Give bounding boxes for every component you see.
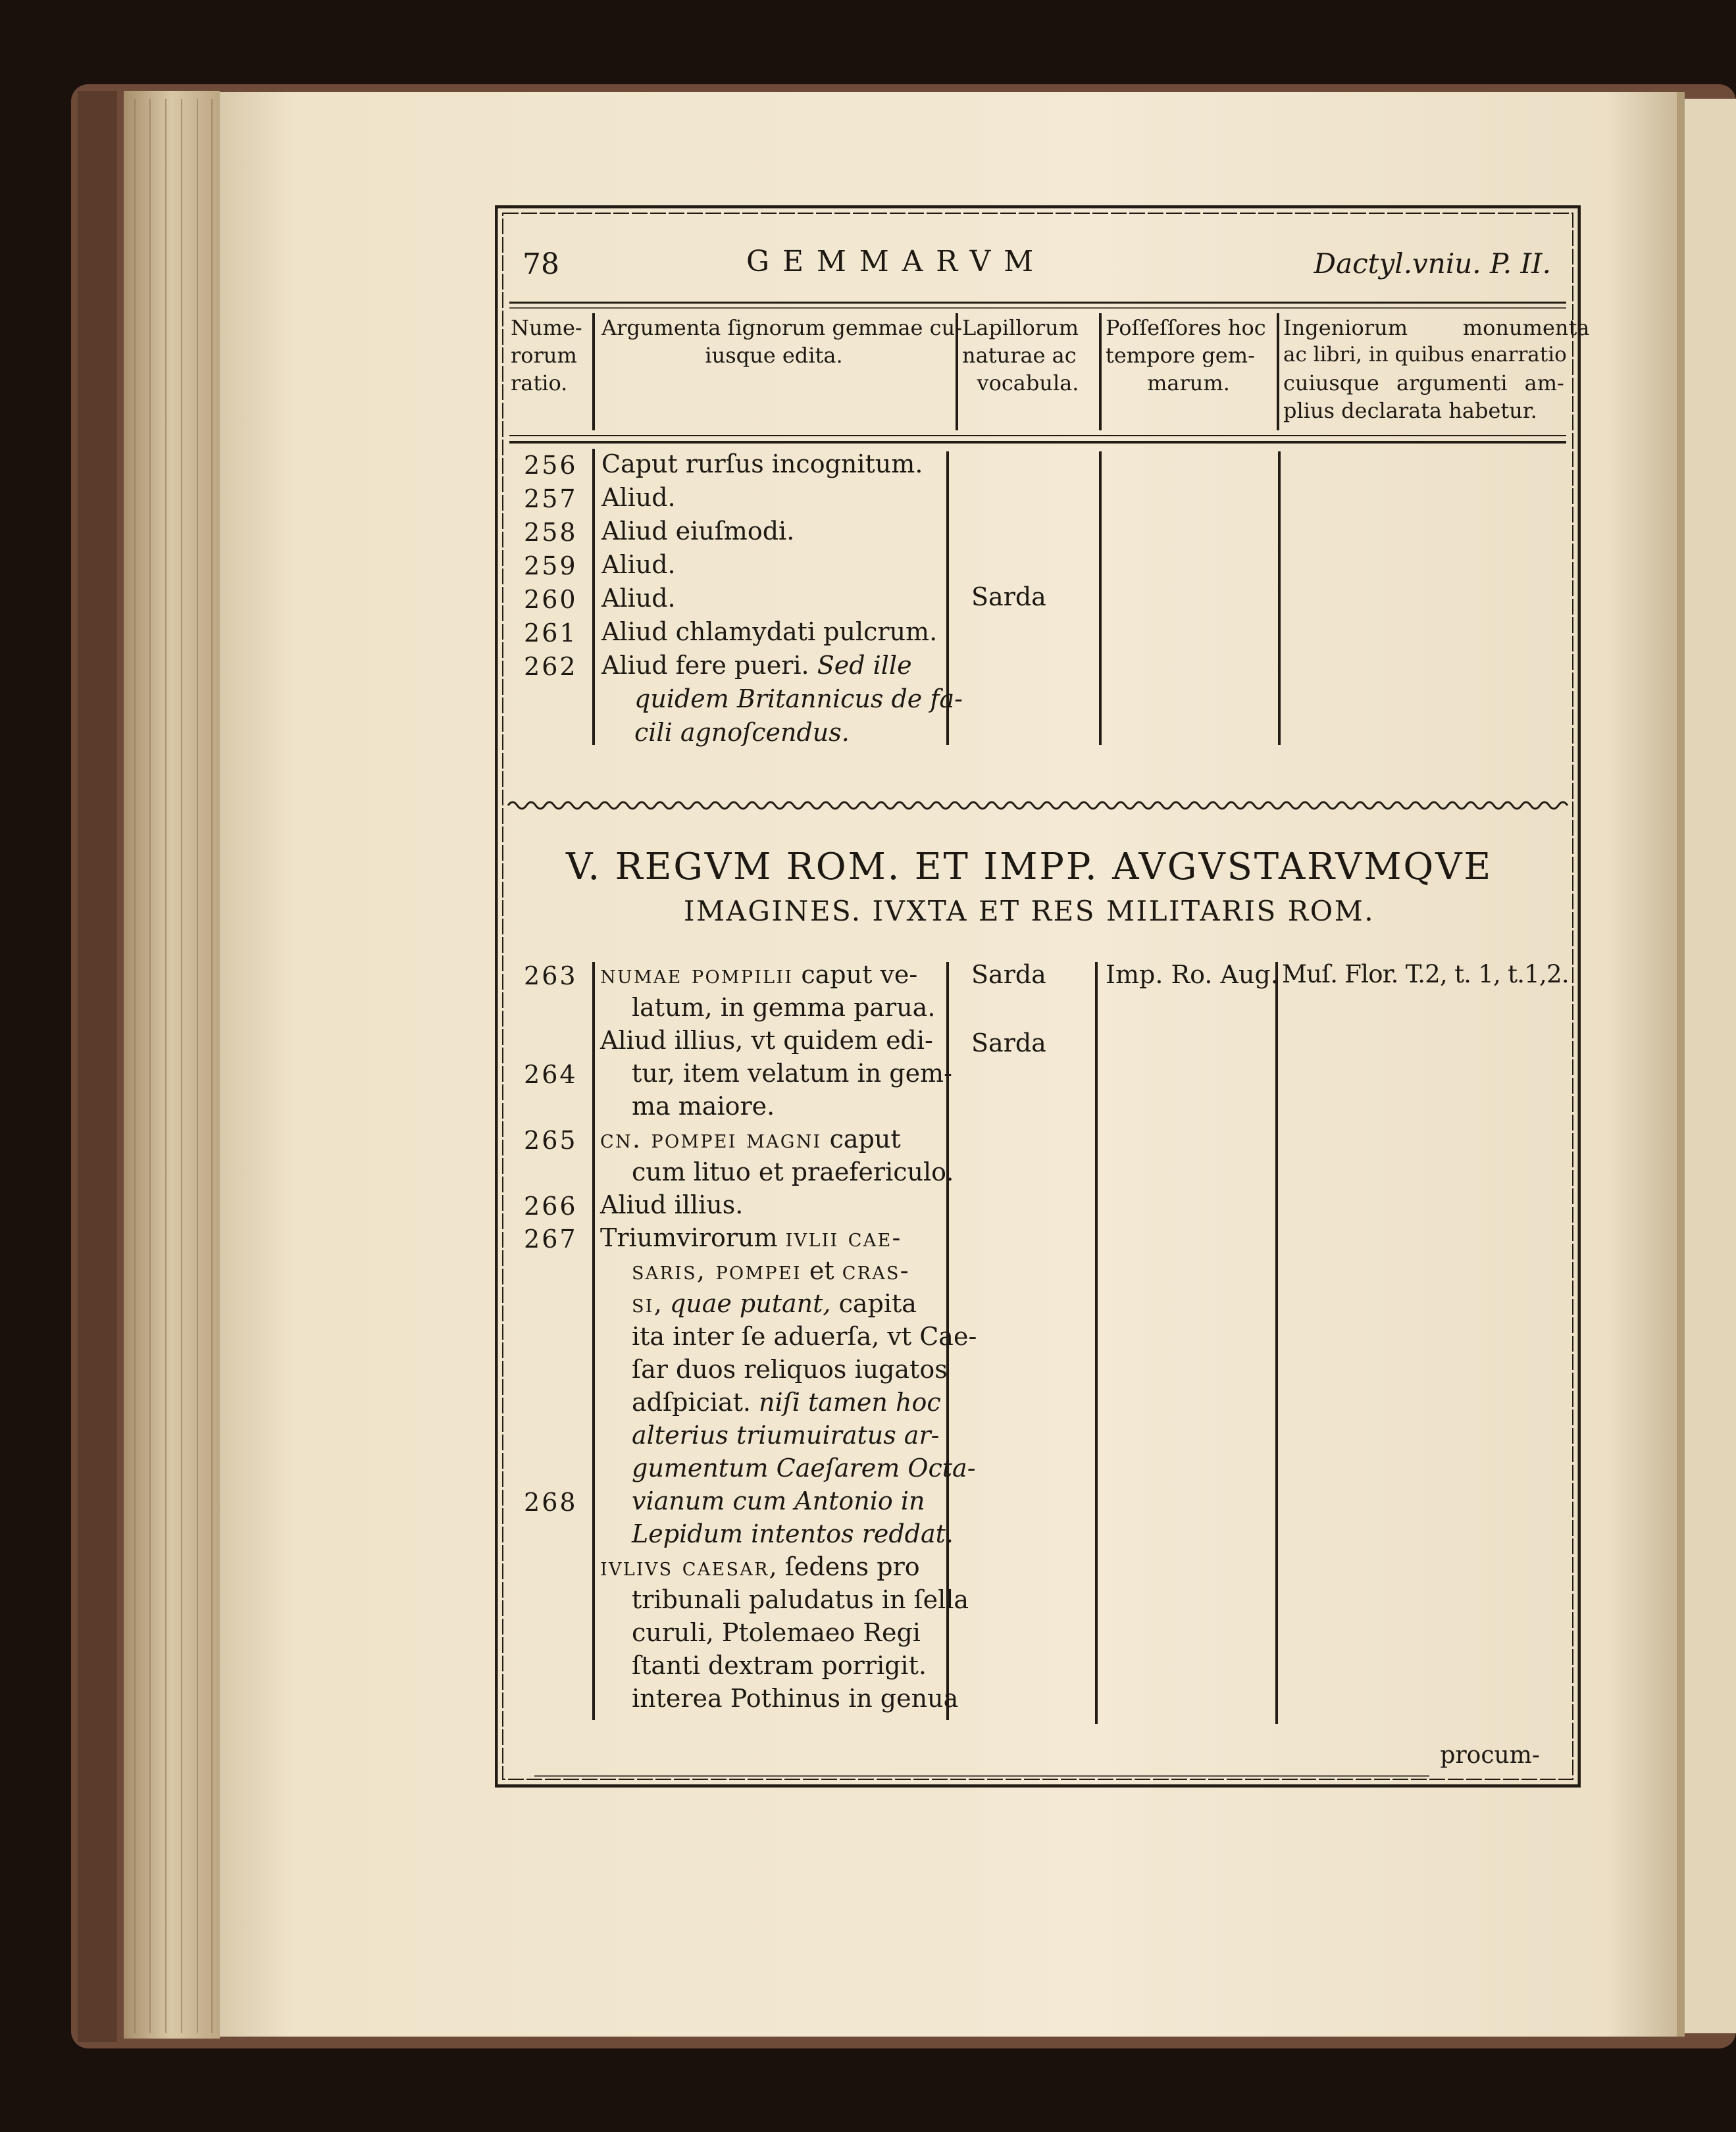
- header-rule-4: [1277, 313, 1279, 430]
- entry-text: capita: [830, 1289, 917, 1318]
- column-header-line: Lapillorum: [962, 315, 1079, 340]
- entry-number: 268: [524, 1488, 578, 1517]
- entry-text: latum, in gemma parua.: [632, 993, 936, 1022]
- entry-text: Aliud fere pueri.: [601, 651, 817, 680]
- entry-line: [632, 1521, 954, 1546]
- section2-rule-1: [592, 962, 595, 1720]
- entry-line: [600, 1028, 933, 1053]
- entry-text: cili agnoſcendus.: [634, 718, 850, 747]
- entry-text: Triumvirorum: [600, 1223, 786, 1252]
- entry-line: [601, 485, 676, 510]
- entry-text: Caput rurſus incognitum.: [601, 449, 923, 478]
- entry-line: [632, 1686, 958, 1711]
- entry-line: [600, 1554, 920, 1579]
- section1-rule-3: [1099, 451, 1102, 745]
- section1-rule-1: [592, 449, 595, 745]
- header-rule-1: [592, 313, 595, 430]
- column-header-line: ratio.: [511, 370, 568, 395]
- entry-line: [632, 995, 935, 1020]
- catchword: procum-: [1440, 1742, 1540, 1769]
- entry-line: [601, 653, 912, 678]
- column-header-line: rorum: [511, 343, 577, 368]
- entry-text: curuli, Ptolemaeo Regi: [632, 1618, 921, 1647]
- entry-text: quae putant,: [669, 1289, 831, 1318]
- section2-rule-4: [1275, 962, 1278, 1724]
- column-header-line: Argumenta ſignorum gemmae cu-: [601, 315, 962, 340]
- wavy-divider: [508, 802, 1568, 809]
- entry-text: Aliud chlamydati pulcrum.: [601, 617, 938, 646]
- entry-line: [632, 1061, 952, 1086]
- section1-stone: Sarda: [971, 582, 1046, 611]
- entry-text: gumentum Caeſarem Octa-: [632, 1454, 976, 1483]
- section-title-line1: V. REGVM ROM. ET IMPP. AVGVSTARVMQVE: [565, 846, 1493, 888]
- entry-text: tur, item velatum in gem-: [632, 1059, 952, 1088]
- entry-text: numae pompilii: [600, 960, 794, 989]
- entry-text: saris, pompei: [632, 1256, 802, 1285]
- entry-line: [632, 1390, 941, 1415]
- entry-text: si: [632, 1289, 654, 1318]
- entry-text: , ſedens pro: [769, 1552, 920, 1581]
- entry-number: 256: [524, 451, 578, 480]
- entry-line: [632, 1620, 921, 1645]
- entry-text: tribunali paludatus in ſella: [632, 1585, 969, 1614]
- entry-text: Aliud illius.: [600, 1190, 744, 1219]
- section2-stone-264: Sarda: [971, 1028, 1046, 1057]
- entry-text: caput: [821, 1125, 901, 1154]
- entry-line: [632, 1587, 969, 1612]
- entry-text: adſpiciat.: [632, 1388, 759, 1417]
- entry-text: Aliud.: [601, 483, 676, 512]
- entry-text: niſi tamen hoc: [759, 1388, 941, 1417]
- entry-text: et: [801, 1256, 842, 1285]
- entry-text: Aliud illius, vt quidem edi-: [600, 1026, 933, 1055]
- section2-reference: Muſ. Flor. T.2, t. 1, t.1,2.: [1282, 960, 1569, 988]
- entry-text: ma maiore.: [632, 1092, 775, 1121]
- printed-page: [495, 205, 1590, 1788]
- entry-number: 257: [524, 484, 578, 513]
- entry-text: ,: [653, 1289, 670, 1318]
- entry-text: Aliud.: [601, 584, 676, 613]
- header-rule-3: [1099, 313, 1102, 430]
- column-header-line: marum.: [1147, 370, 1230, 395]
- section2-stone-263: Sarda: [971, 960, 1046, 989]
- column-header-line: Poſſeſſores hoc: [1106, 315, 1266, 340]
- section2-possessor: Imp. Ro. Aug.: [1106, 960, 1279, 989]
- entry-text: quidem Britannicus de fa-: [634, 684, 963, 713]
- entry-number: 260: [524, 585, 578, 614]
- column-header-line: iusque edita.: [705, 343, 843, 368]
- entry-line: [632, 1653, 927, 1678]
- facing-page: [1682, 99, 1736, 2033]
- page-edges: [124, 91, 220, 2039]
- entry-line: [600, 1127, 901, 1152]
- column-header-line: plius declarata habetur.: [1283, 398, 1537, 423]
- column-header-line: Ingeniorum monumenta: [1283, 315, 1590, 340]
- section-title-line2: IMAGINES. IVXTA ET RES MILITARIS ROM.: [683, 895, 1375, 927]
- entry-text: alterius triumuiratus ar-: [632, 1421, 940, 1450]
- entry-line: [634, 686, 963, 711]
- entry-line: [600, 1225, 902, 1250]
- entry-text: caput ve-: [793, 960, 918, 989]
- entry-line: [601, 552, 676, 577]
- entry-line: [632, 1094, 775, 1119]
- entry-number: 265: [524, 1126, 578, 1155]
- entry-number: 261: [524, 619, 578, 647]
- entry-text: Aliud.: [601, 550, 676, 579]
- running-head-right: Dactyl.vniu. P. II.: [1314, 247, 1551, 280]
- entry-text: Lepidum intentos reddat.: [632, 1519, 954, 1548]
- entry-line: [601, 519, 794, 544]
- entry-text: cn. pompei magni: [600, 1125, 822, 1154]
- column-header-line: ac libri, in quibus enarratio: [1283, 343, 1567, 367]
- entry-line: [601, 619, 937, 644]
- entry-number: 267: [524, 1225, 578, 1254]
- entry-line: [632, 1357, 948, 1382]
- entry-line: [632, 1456, 976, 1481]
- entry-line: [600, 1192, 743, 1217]
- entry-number: 262: [524, 652, 578, 681]
- entry-number: 263: [524, 961, 578, 990]
- entry-text: Sed ille: [817, 651, 912, 680]
- column-header-line: tempore gem-: [1106, 343, 1255, 368]
- entry-line: [632, 1324, 977, 1349]
- entry-line: [632, 1291, 917, 1316]
- entry-line: [632, 1423, 939, 1448]
- entry-text: vianum cum Antonio in: [632, 1486, 925, 1515]
- entry-text: ivlii cae-: [785, 1223, 902, 1252]
- entry-line: [632, 1258, 910, 1283]
- entry-text: ſar duos reliquos iugatos: [632, 1355, 948, 1384]
- entry-line: [632, 1488, 925, 1513]
- entry-text: ita inter ſe aduerſa, vt Cae-: [632, 1322, 977, 1351]
- entry-number: 266: [524, 1192, 578, 1221]
- entry-number: 259: [524, 551, 578, 580]
- section1-rule-4: [1278, 451, 1281, 745]
- column-header-line: Nume-: [511, 315, 582, 340]
- running-title: GEMMARVM: [746, 245, 1046, 278]
- entry-line: [634, 720, 850, 745]
- entry-line: [632, 1159, 954, 1184]
- entry-text: cum lituo et praefericulo.: [632, 1157, 954, 1186]
- entry-text: interea Pothinus in genua: [632, 1684, 959, 1713]
- page-number: 78: [523, 247, 559, 281]
- entry-text: ivlivs caesar: [600, 1552, 769, 1581]
- column-header-line: naturae ac: [962, 343, 1077, 368]
- entry-text: ſtanti dextram porrigit.: [632, 1651, 927, 1680]
- entry-number: 264: [524, 1060, 578, 1089]
- entry-text: cras-: [842, 1256, 910, 1285]
- entry-line: [600, 962, 917, 987]
- entry-line: [601, 586, 676, 611]
- entry-line: [601, 451, 923, 476]
- entry-text: Aliud eiuſmodi.: [601, 517, 795, 546]
- entry-number: 258: [524, 518, 578, 547]
- section2-rule-3: [1095, 962, 1098, 1724]
- column-header-line: cuiusque argumenti am-: [1283, 370, 1564, 395]
- column-header-line: vocabula.: [977, 370, 1079, 395]
